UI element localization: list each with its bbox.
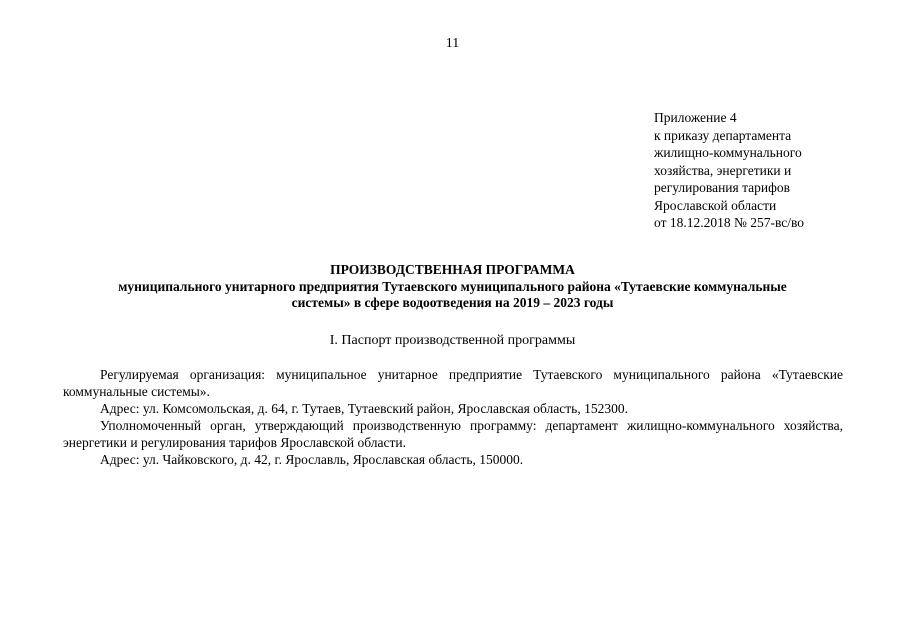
page-number: 11 (445, 36, 460, 51)
section-heading: I. Паспорт производственной программы (329, 333, 576, 348)
passport-body (63, 366, 843, 468)
document-title (60, 262, 845, 312)
paragraph-organization: Регулируемая организация: муниципальное унитарное предприятие Тутаевского муниципального района «Тутаевские коммунальные системы». (63, 367, 843, 399)
paragraph-authority-address: Адрес: ул. Чайковского, д. 42, г. Ярославль, Ярославская область, 150000. (100, 452, 524, 467)
title-line-2: муниципального унитарного предприятия Тутаевского муниципального района «Тутаевские коммунальные (118, 278, 787, 294)
appendix-line: Приложение 4 (654, 110, 737, 125)
appendix-line: Ярославской области (654, 197, 777, 213)
title-line-3: системы» в сфере водоотведения на 2019 – 2023 годы (291, 295, 614, 310)
appendix-line: жилищно-коммунального (654, 145, 802, 160)
appendix-line: к приказу департамента (654, 127, 792, 143)
title-main: ПРОИЗВОДСТВЕННАЯ ПРОГРАММА (330, 262, 575, 277)
appendix-line: регулирования тарифов (654, 180, 791, 195)
appendix-line: хозяйства, энергетики и (654, 162, 792, 178)
appendix-block (654, 109, 894, 232)
paragraph-authority: Уполномоченный орган, утверждающий производственную программу: департамент жилищно-коммунального хозяйства, энергетики и регулирования тарифов Ярославской области. (63, 418, 843, 450)
paragraph-organization-address: Адрес: ул. Комсомольская, д. 64, г. Тутаев, Тутаевский район, Ярославская область, 152300. (100, 401, 628, 416)
appendix-line: от 18.12.2018 № 257-вс/во (654, 215, 805, 230)
